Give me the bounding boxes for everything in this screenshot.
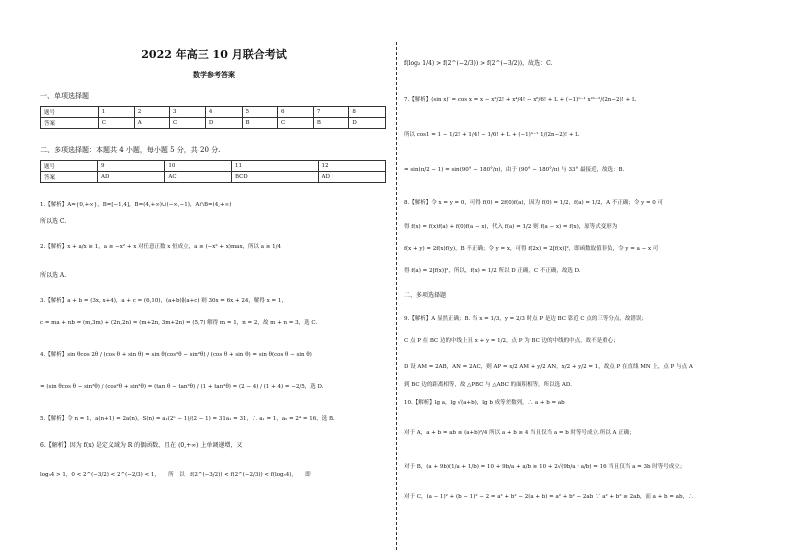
table-cell: BCD [231, 172, 318, 183]
table-cell: AD [98, 172, 165, 183]
page-title: 2022 年高三 10 月联合考试 [141, 48, 287, 61]
table-cell: 2 [134, 107, 169, 118]
table-cell: A [134, 118, 169, 129]
table-cell: 1 [98, 107, 134, 118]
solution-line: 7.【解析】(sin x)′ = cos x = x − x²/2! + x⁴/4! − x⁶/6! + L + (−1)ⁿ⁻¹ x²ⁿ⁻²/(2n−2)! + L [404, 97, 636, 103]
table-cell: B [242, 118, 277, 129]
solution-line: 对于 B，(a + 9b)(1/a + 1/b) = 10 + 9b/a + a/b ≥ 10 + 2√(9b/a · a/b) = 16 当且仅当 a = 3b 时等号成立； [404, 464, 686, 470]
table-row [41, 118, 386, 129]
solution-line: 对于 A，a + b = ab ≤ (a+b)²/4 所以 a + b ≥ 4 当且仅当 a = b 时等号成立.所以 A 正确； [404, 430, 635, 436]
multi-choice-answer-table [40, 160, 386, 183]
solution-line: 所以选 C. [40, 218, 67, 225]
solution-line: 对于 C，(a − 1)² + (b − 1)² − 2 = a² + b² − 2(a + b) = a² + b² − 2ab ∵ a² + b² ≥ 2ab，而 a + b = ab，∴ [404, 494, 694, 500]
solution-line: = sin(π/2 − 1) = sin(90° − 180°/π)，由于 (90° − 180°/π) 与 33° 最接近，故选：B. [404, 167, 625, 173]
table-cell: 8 [349, 107, 386, 118]
solution-line: log₃4 > 1，0 < 2^(−3/2) < 2^(−2/3) < 1， 所 以 f(2^(−3/2)) < f(2^(−2/3)) < f(log₃4)， 即 [40, 472, 311, 478]
right-column [404, 0, 754, 560]
table-cell: 3 [169, 107, 205, 118]
solution-line: 到 BC 边的距离相等，故 △PBC 与 △ABC 的面积相等，所以选 AD. [404, 382, 572, 388]
section1-heading: 一、单项选择题 [40, 92, 89, 100]
solution-line: 8.【解析】令 x = y = 0，可得 f(0) = 2f(0)f(a)，因为 f(0) = 1/2，f(a) = 1/2，A 不正确；令 y = 0 可 [404, 200, 664, 206]
solution-line: 5.【解析】令 n = 1，a(n+1) = 2a(n)，S(n) = a₁(2ⁿ − 1)/(2 − 1) = 31a₁ = 31，∴ a₁ = 1，a₅ = 2⁴ = 16，选 B. [40, 416, 335, 422]
section-heading: 二、多项选择题 [404, 292, 447, 299]
single-choice-answer-table [40, 106, 386, 129]
table-row [41, 172, 386, 183]
solution-line: 6.【解析】因为 f(x) 是定义域为 R 的偶函数，且在 (0,+∞) 上单调递增，又 [40, 442, 243, 449]
solution-line: 1.【解析】A={0,+∞}，B=[−1,4]，B=(4,+∞)∪(−∞,−1)，A∩B=(4,+∞) [40, 202, 232, 208]
solution-line: 10.【解析】lg a，lg √(a+b)，lg b 成等差数列，∴ a + b = ab [404, 400, 565, 406]
solution-line: = (sin θcos θ − sin²θ) / (cos²θ + sin²θ) = (tan θ − tan²θ) / (1 + tan²θ) = (2 − 4) / (1 + 4) = −2/5，选 D. [40, 384, 324, 390]
table-cell: C [277, 118, 313, 129]
solution-line: 所以 cos1 = 1 − 1/2! + 1/4! − 1/6! + L + (−1)ⁿ⁻¹ 1/(2n−2)! + L [404, 132, 579, 138]
solution-line: 9.【解析】A 显然正确；B. 当 x = 1/3，y = 2/3 时点 P 是边 BC 靠近 C 点的三等分点，故错误； [404, 316, 647, 322]
solution-line: 所以选 A. [40, 272, 67, 279]
table-cell: C [169, 118, 205, 129]
table-cell: D [349, 118, 386, 129]
table-cell: AC [165, 172, 232, 183]
solution-line: f(x + y) = 2f(x)f(y)，B 不正确；令 y = x，可得 f(2x) = 2[f(x)]²，即函数取值非负，令 y = a − x 可 [404, 246, 659, 252]
solution-line: 得 f(a) = 2[f(x)]²，所以，f(x) = 1/2 所以 D 正确，C 不正确，故选 D. [404, 268, 581, 274]
table-cell: 12 [318, 161, 385, 172]
column-divider [396, 42, 397, 550]
page-subtitle: 数学参考答案 [193, 70, 235, 79]
table-cell: B [313, 118, 348, 129]
table-cell: C [98, 118, 134, 129]
left-column [40, 0, 388, 560]
table-cell: 答案 [41, 118, 99, 129]
section2-heading: 二、多项选择题：本题共 4 小题，每小题 5 分，共 20 分. [40, 146, 221, 154]
table-cell: AD [318, 172, 385, 183]
table-cell: 6 [277, 107, 313, 118]
table-row [41, 107, 386, 118]
table-cell: 9 [98, 161, 165, 172]
solution-line: c = ma + nb = (m,3m) + (2n,2n) = (m+2n, 3m+2n) = (5,7) 解得 m = 1，n = 2，故 m + n = 3，选 C. [40, 320, 318, 326]
solution-line: C 点 P 在 BC 边的中线上且 x + y = 1/2，点 P 为 BC 边的中线的中点，故不是重心； [404, 338, 619, 344]
table-cell: 题号 [41, 161, 98, 172]
table-cell: 11 [231, 161, 318, 172]
table-cell: 7 [313, 107, 348, 118]
solution-line: 2.【解析】x + a/x ≥ 1，a ≥ −x² + x 对任意正数 x 恒成立，a ≥ (−x² + x)max，所以 a ≥ 1/4 [40, 244, 282, 250]
table-row [41, 161, 386, 172]
solution-line: 4.【解析】sin θcos 2θ / (cos θ + sin θ) = sin θ(cos²θ − sin²θ) / (cos θ + sin θ) = sin θ(cos θ − sin θ) [40, 352, 312, 358]
table-cell: 答案 [41, 172, 98, 183]
solution-line: D 设 AM = 2AB，AN = 2AC，则 AP = x/2 AM + y/2 AN，x/2 + y/2 = 1，故点 P 在直线 MN 上，点 P 与点 A [404, 364, 693, 370]
solution-line: f(log₃ 1/4) > f(2^(−2/3)) > f(2^(−3/2))，故选：C. [404, 60, 553, 67]
solution-line: 得 f(x) = f(x)f(a) + f(0)f(a − x)，代入 f(a) = 1/2 则 f(a − x) = f(x)，原等式变形为 [404, 224, 618, 230]
table-cell: 4 [205, 107, 242, 118]
table-cell: 10 [165, 161, 232, 172]
table-cell: 5 [242, 107, 277, 118]
table-cell: 题号 [41, 107, 99, 118]
solution-line: 3.【解析】a + b = (3x, x+4)，a + c = (6,10)，(a+b)∥(a+c) 则 30x = 6x + 24，解得 x = 1， [40, 298, 287, 304]
table-cell: D [205, 118, 242, 129]
